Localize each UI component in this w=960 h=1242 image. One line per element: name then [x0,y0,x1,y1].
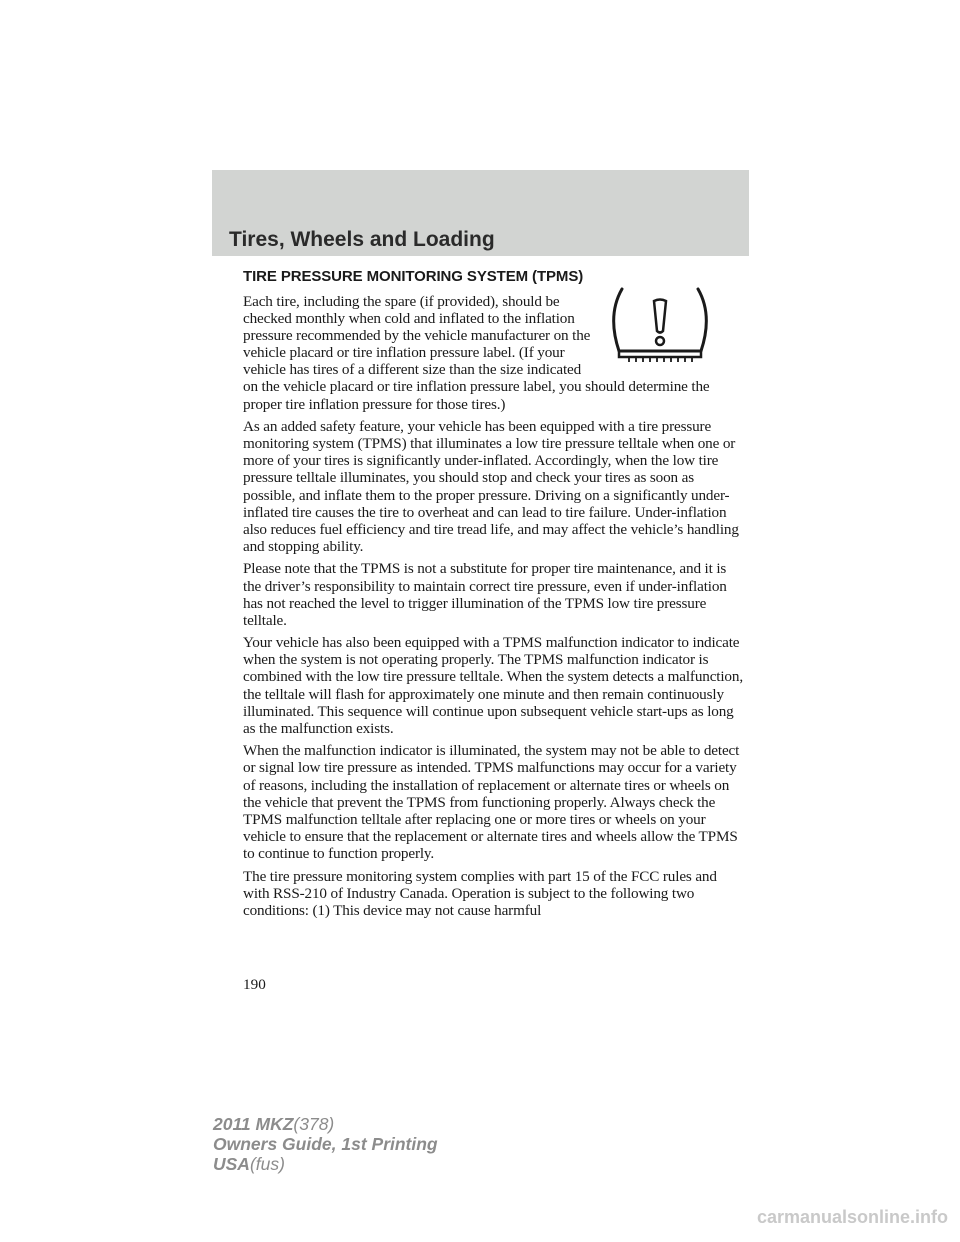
paragraph-tire-check: Each tire, including the spare (if provided), should be checked monthly when cold and inflated to the inflation pressure recommended by the vehicle manufacturer on the vehicle placard or tire inflation pressure label. (If your vehicle has tires of a different size than the size indicated on the vehicle placard or tire inflation pressure label, you should determine the proper tire inflation pressure for those tires.) [243,293,710,413]
tire-pressure-warning-icon [605,281,715,373]
footer-model-line [213,1114,438,1134]
footer-market: USA [213,1154,250,1174]
page-number: 190 [243,976,266,993]
paragraph-tpms-safety: As an added safety feature, your vehicle has been equipped with a tire pressure monitoring system (TPMS) that illuminates a low tire pressure telltale when one or more of your tires is significantly under-inflated. Accordingly, when the low tire pressure telltale illuminates, you should stop and check your tires as soon as possible, and inflate them to the proper pressure. Driving on a significantly under-inflated tire causes the tire to overheat and can lead to tire failure. Under-inflation also reduces fuel efficiency and tire tread life, and may affect the vehicle’s handling and stopping ability. [243,418,739,555]
chapter-title: Tires, Wheels and Loading [229,228,495,251]
footer-printing: Owners Guide, 1st Printing [213,1134,438,1154]
print-footer [213,1114,438,1174]
page-content [243,268,743,924]
footer-market-line [213,1154,438,1174]
section-heading: TIRE PRESSURE MONITORING SYSTEM (TPMS) [243,268,584,285]
paragraph-tpms-not-substitute: Please note that the TPMS is not a substitute for proper tire maintenance, and it is the driver’s responsibility to maintain correct tire pressure, even if under-inflation has not reached the level to trigger illumination of the TPMS low tire pressure telltale. [243,560,727,629]
paragraph-malfunction-illuminated: When the malfunction indicator is illuminated, the system may not be able to detect or signal low tire pressure as intended. TPMS malfunctions may occur for a variety of reasons, including the installation of replacement or alternate tires or wheels on the vehicle that prevent the TPMS from functioning properly. Always check the TPMS malfunction telltale after replacing one or more tires or wheels on your vehicle to ensure that the replacement or alternate tires and wheels allow the TPMS to continue to function properly. [243,742,740,862]
paragraph-fcc-compliance: The tire pressure monitoring system complies with part 15 of the FCC rules and with RSS-210 of Industry Canada. Operation is subject to the following two conditions: (1) This device may not cause harmful [243,867,717,919]
paragraph-malfunction-indicator: Your vehicle has also been equipped with a TPMS malfunction indicator to indicate when the system is not operating properly. The TPMS malfunction indicator is combined with the low tire pressure telltale. When the system detects a malfunction, the telltale will flash for approximately one minute and then remain continuously illuminated. This sequence will continue upon subsequent vehicle start-ups as long as the malfunction exists. [243,634,743,737]
site-watermark: carmanualsonline.info [756,1207,948,1227]
footer-market-code: (fus) [249,1154,285,1174]
footer-model-code: (378) [293,1114,335,1134]
footer-model: 2011 MKZ [213,1114,294,1134]
footer-printing-line [213,1134,438,1154]
section-header-band [212,170,749,256]
